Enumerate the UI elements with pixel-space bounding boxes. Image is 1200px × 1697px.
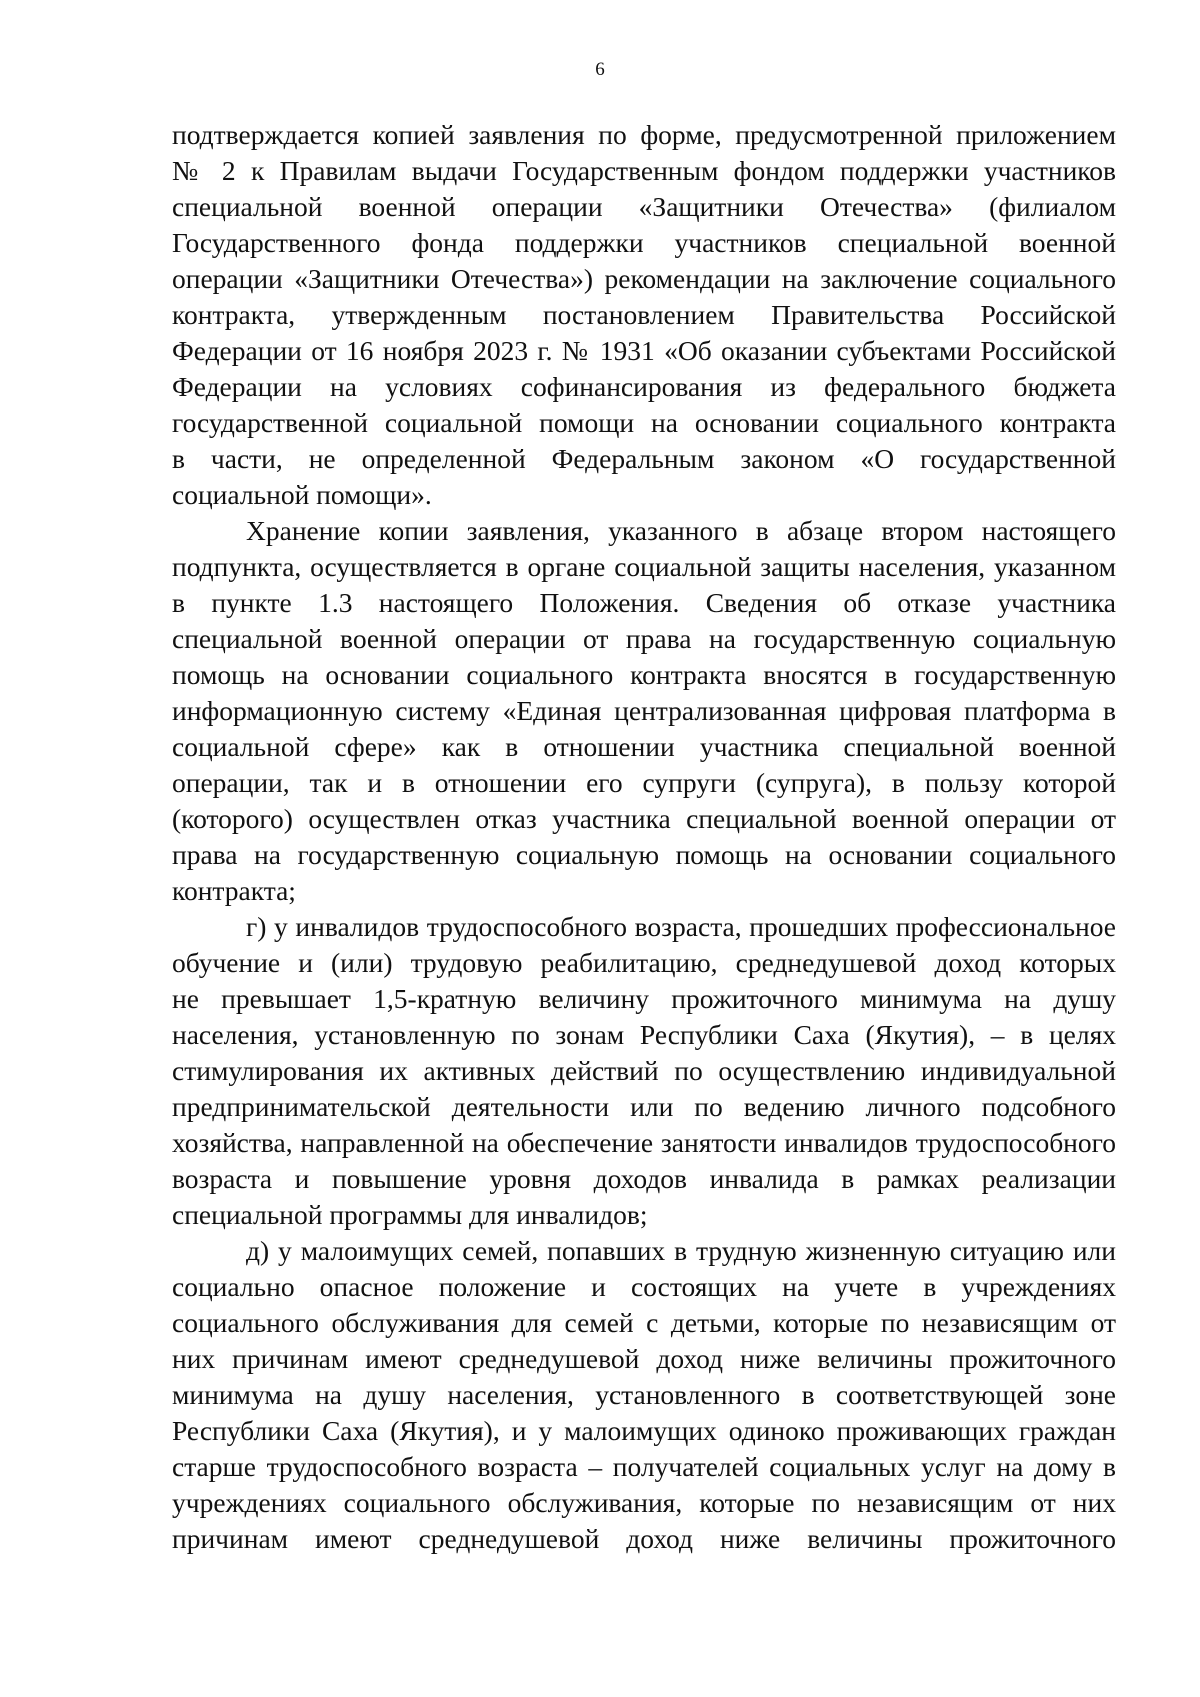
text-line: в части, не определенной Федеральным законом «О государственной: [172, 443, 1116, 474]
text-line: возраста и повышение уровня доходов инвалида в рамках реализации: [172, 1163, 1116, 1194]
text-line: минимума на душу населения, установленного в соответствующей зоне: [172, 1379, 1116, 1410]
paragraph: [172, 117, 1116, 513]
text-line: г) у инвалидов трудоспособного возраста, прошедших профессиональное: [246, 911, 1116, 942]
text-line: специальной военной операции «Защитники Отечества» (филиалом: [172, 191, 1116, 222]
text-line: информационную систему «Единая централизованная цифровая платформа в: [172, 695, 1116, 726]
text-line: старше трудоспособного возраста – получателей социальных услуг на дому в: [172, 1451, 1116, 1482]
text-line: социальной сфере» как в отношении участника специальной военной: [172, 731, 1116, 762]
text-line: Республики Саха (Якутия), и у малоимущих одиноко проживающих граждан: [172, 1415, 1116, 1446]
text-line: населения, установленную по зонам Республики Саха (Якутия), – в целях: [172, 1019, 1116, 1050]
text-line: специальной программы для инвалидов;: [172, 1199, 648, 1230]
text-line: права на государственную социальную помощь на основании социального: [172, 839, 1116, 870]
text-line: социально опасное положение и состоящих на учете в учреждениях: [172, 1271, 1116, 1302]
text-line: них причинам имеют среднедушевой доход ниже величины прожиточного: [172, 1343, 1116, 1374]
text-line: обучение и (или) трудовую реабилитацию, среднедушевой доход которых: [172, 947, 1116, 978]
text-line: социального обслуживания для семей с детьми, которые по независящим от: [172, 1307, 1116, 1338]
paragraph: [172, 909, 1116, 1233]
text-line: контракта;: [172, 875, 296, 906]
text-line: хозяйства, направленной на обеспечение занятости инвалидов трудоспособного: [172, 1127, 1116, 1158]
text-line: государственной социальной помощи на основании социального контракта: [172, 407, 1116, 438]
text-line: учреждениях социального обслуживания, которые по независящим от них: [172, 1487, 1116, 1518]
text-line: в пункте 1.3 настоящего Положения. Сведения об отказе участника: [172, 587, 1116, 618]
text-line: подпункта, осуществляется в органе социальной защиты населения, указанном: [172, 551, 1116, 582]
text-line: специальной военной операции от права на государственную социальную: [172, 623, 1116, 654]
text-line: социальной помощи».: [172, 479, 432, 510]
text-line: Государственного фонда поддержки участников специальной военной: [172, 227, 1116, 258]
document-body: [172, 117, 1116, 1557]
paragraph: [172, 513, 1116, 909]
text-line: операции «Защитники Отечества») рекомендации на заключение социального: [172, 263, 1116, 294]
text-line: помощь на основании социального контракта вносятся в государственную: [172, 659, 1116, 690]
text-line: подтверждается копией заявления по форме, предусмотренной приложением: [172, 119, 1116, 150]
text-line: Хранение копии заявления, указанного в абзаце втором настоящего: [246, 515, 1116, 546]
text-line: (которого) осуществлен отказ участника специальной военной операции от: [172, 803, 1116, 834]
text-line: не превышает 1,5-кратную величину прожиточного минимума на душу: [172, 983, 1116, 1014]
text-line: причинам имеют среднедушевой доход ниже величины прожиточного: [172, 1523, 1116, 1554]
text-line: контракта, утвержденным постановлением Правительства Российской: [172, 299, 1116, 330]
text-line: Федерации от 16 ноября 2023 г. № 1931 «Об оказании субъектами Российской: [172, 335, 1116, 366]
text-line: стимулирования их активных действий по осуществлению индивидуальной: [172, 1055, 1116, 1086]
text-line: д) у малоимущих семей, попавших в трудную жизненную ситуацию или: [246, 1235, 1116, 1266]
text-line: предпринимательской деятельности или по ведению личного подсобного: [172, 1091, 1116, 1122]
text-line: Федерации на условиях софинансирования из федерального бюджета: [172, 371, 1116, 402]
text-line: № 2 к Правилам выдачи Государственным фондом поддержки участников: [172, 155, 1116, 186]
page-number: 6: [595, 59, 605, 80]
text-line: операции, так и в отношении его супруги (супруга), в пользу которой: [172, 767, 1116, 798]
paragraph: [172, 1233, 1116, 1557]
